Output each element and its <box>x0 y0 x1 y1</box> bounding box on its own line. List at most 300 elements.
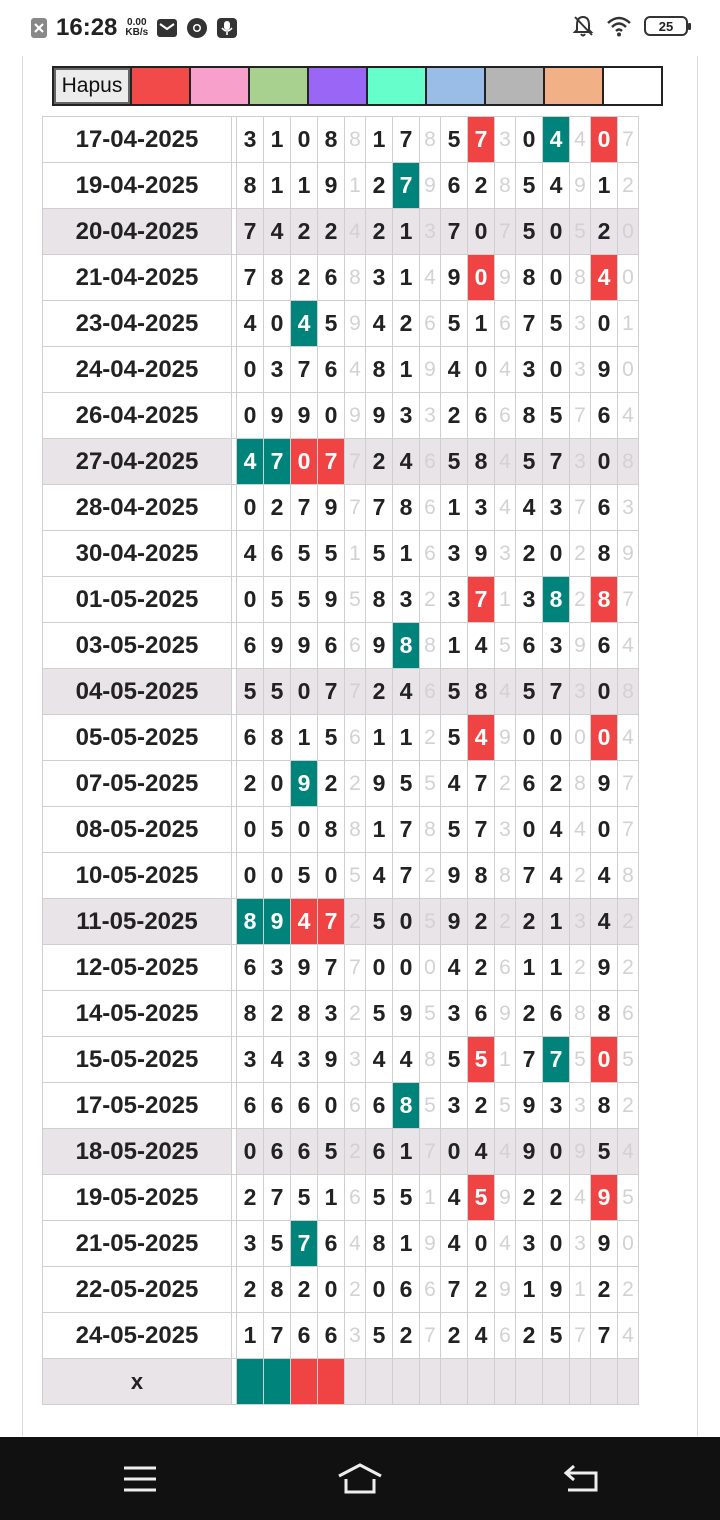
digit-cell[interactable]: 9 <box>570 1129 591 1175</box>
digit-cell[interactable]: 6 <box>591 393 618 439</box>
digit-cell[interactable]: 9 <box>345 301 366 347</box>
digit-cell[interactable]: 2 <box>345 1129 366 1175</box>
digit-cell[interactable]: 3 <box>264 945 291 991</box>
digit-cell[interactable]: 1 <box>543 945 570 991</box>
digit-cell[interactable]: 6 <box>441 163 468 209</box>
digit-cell[interactable]: 1 <box>441 623 468 669</box>
digit-cell[interactable]: 0 <box>618 1221 639 1267</box>
digit-cell[interactable]: 4 <box>237 301 264 347</box>
digit-cell[interactable]: 8 <box>237 991 264 1037</box>
digit-cell[interactable]: 4 <box>570 1175 591 1221</box>
digit-cell[interactable]: 2 <box>291 1267 318 1313</box>
footer-mark-cell[interactable] <box>543 1359 570 1405</box>
digit-cell[interactable]: 7 <box>318 945 345 991</box>
digit-cell[interactable]: 0 <box>543 347 570 393</box>
digit-cell[interactable]: 6 <box>495 945 516 991</box>
digit-cell[interactable]: 4 <box>345 347 366 393</box>
digit-cell[interactable]: 0 <box>591 117 618 163</box>
digit-cell[interactable]: 7 <box>468 577 495 623</box>
digit-cell[interactable]: 8 <box>495 163 516 209</box>
digit-cell[interactable]: 1 <box>618 301 639 347</box>
digit-cell[interactable]: 9 <box>393 991 420 1037</box>
digit-cell[interactable]: 0 <box>468 1221 495 1267</box>
digit-cell[interactable]: 7 <box>345 439 366 485</box>
digit-cell[interactable]: 3 <box>543 623 570 669</box>
digit-cell[interactable]: 2 <box>264 991 291 1037</box>
digit-cell[interactable]: 9 <box>570 163 591 209</box>
digit-cell[interactable]: 1 <box>495 1037 516 1083</box>
digit-cell[interactable]: 7 <box>441 1267 468 1313</box>
digit-cell[interactable]: 2 <box>516 1175 543 1221</box>
digit-cell[interactable]: 2 <box>468 1083 495 1129</box>
digit-cell[interactable]: 5 <box>618 1037 639 1083</box>
digit-cell[interactable]: 8 <box>366 577 393 623</box>
digit-cell[interactable]: 3 <box>441 531 468 577</box>
digit-cell[interactable]: 4 <box>495 439 516 485</box>
digit-cell[interactable]: 5 <box>516 163 543 209</box>
digit-cell[interactable]: 9 <box>264 899 291 945</box>
digit-cell[interactable]: 2 <box>366 669 393 715</box>
digit-cell[interactable]: 0 <box>237 1129 264 1175</box>
digit-cell[interactable]: 2 <box>420 715 441 761</box>
digit-cell[interactable]: 5 <box>420 899 441 945</box>
digit-cell[interactable]: 7 <box>264 1175 291 1221</box>
digit-cell[interactable]: 9 <box>441 255 468 301</box>
digit-cell[interactable]: 1 <box>393 1129 420 1175</box>
digit-cell[interactable]: 3 <box>618 485 639 531</box>
digit-cell[interactable]: 7 <box>570 393 591 439</box>
digit-cell[interactable]: 7 <box>543 669 570 715</box>
digit-cell[interactable]: 0 <box>237 807 264 853</box>
digit-cell[interactable]: 7 <box>264 439 291 485</box>
digit-cell[interactable]: 0 <box>591 301 618 347</box>
footer-mark-cell[interactable] <box>495 1359 516 1405</box>
digit-cell[interactable]: 9 <box>516 1083 543 1129</box>
digit-cell[interactable]: 5 <box>393 761 420 807</box>
digit-cell[interactable]: 6 <box>468 991 495 1037</box>
digit-cell[interactable]: 1 <box>441 485 468 531</box>
digit-cell[interactable]: 7 <box>393 117 420 163</box>
color-swatch[interactable] <box>425 68 484 104</box>
digit-cell[interactable]: 7 <box>618 807 639 853</box>
digit-cell[interactable]: 6 <box>237 1083 264 1129</box>
digit-cell[interactable]: 2 <box>516 531 543 577</box>
digit-cell[interactable]: 4 <box>393 1037 420 1083</box>
digit-cell[interactable]: 6 <box>495 1313 516 1359</box>
digit-cell[interactable]: 3 <box>516 347 543 393</box>
digit-cell[interactable]: 0 <box>618 255 639 301</box>
digit-cell[interactable]: 6 <box>318 623 345 669</box>
digit-cell[interactable]: 4 <box>264 1037 291 1083</box>
digit-cell[interactable]: 3 <box>441 1083 468 1129</box>
digit-cell[interactable]: 0 <box>291 669 318 715</box>
digit-cell[interactable]: 2 <box>591 1267 618 1313</box>
digit-cell[interactable]: 4 <box>345 1221 366 1267</box>
digit-cell[interactable]: 2 <box>318 209 345 255</box>
digit-cell[interactable]: 1 <box>516 945 543 991</box>
digit-cell[interactable]: 3 <box>495 117 516 163</box>
digit-cell[interactable]: 7 <box>291 347 318 393</box>
digit-cell[interactable]: 4 <box>441 1221 468 1267</box>
digit-cell[interactable]: 0 <box>516 117 543 163</box>
digit-cell[interactable]: 6 <box>591 485 618 531</box>
digit-cell[interactable]: 0 <box>543 715 570 761</box>
digit-cell[interactable]: 0 <box>591 669 618 715</box>
footer-mark-cell[interactable] <box>237 1359 264 1405</box>
digit-cell[interactable]: 0 <box>516 807 543 853</box>
digit-cell[interactable]: 8 <box>420 1037 441 1083</box>
digit-cell[interactable]: 7 <box>516 301 543 347</box>
digit-cell[interactable]: 6 <box>516 623 543 669</box>
digit-cell[interactable]: 3 <box>318 991 345 1037</box>
digit-cell[interactable]: 0 <box>366 1267 393 1313</box>
digit-cell[interactable]: 0 <box>291 807 318 853</box>
digit-cell[interactable]: 7 <box>468 761 495 807</box>
digit-cell[interactable]: 7 <box>264 1313 291 1359</box>
digit-cell[interactable]: 1 <box>264 163 291 209</box>
digit-cell[interactable]: 2 <box>441 393 468 439</box>
digit-cell[interactable]: 4 <box>291 301 318 347</box>
digit-cell[interactable]: 5 <box>318 1129 345 1175</box>
digit-cell[interactable]: 2 <box>618 163 639 209</box>
digit-cell[interactable]: 0 <box>366 945 393 991</box>
digit-cell[interactable]: 2 <box>393 301 420 347</box>
digit-cell[interactable]: 2 <box>516 899 543 945</box>
digit-cell[interactable]: 6 <box>264 531 291 577</box>
digit-cell[interactable]: 0 <box>237 853 264 899</box>
digit-cell[interactable]: 0 <box>570 715 591 761</box>
digit-cell[interactable]: 6 <box>543 991 570 1037</box>
digit-cell[interactable]: 8 <box>618 853 639 899</box>
back-button[interactable] <box>550 1459 610 1499</box>
digit-cell[interactable]: 0 <box>441 1129 468 1175</box>
digit-cell[interactable]: 7 <box>318 669 345 715</box>
digit-cell[interactable]: 7 <box>366 485 393 531</box>
digit-cell[interactable]: 1 <box>570 1267 591 1313</box>
digit-cell[interactable]: 5 <box>366 899 393 945</box>
digit-cell[interactable]: 5 <box>591 1129 618 1175</box>
digit-cell[interactable]: 5 <box>441 117 468 163</box>
digit-cell[interactable]: 9 <box>318 163 345 209</box>
digit-cell[interactable]: 8 <box>570 761 591 807</box>
digit-cell[interactable]: 1 <box>393 715 420 761</box>
digit-cell[interactable]: 5 <box>366 531 393 577</box>
digit-cell[interactable]: 0 <box>291 439 318 485</box>
digit-cell[interactable]: 5 <box>393 1175 420 1221</box>
digit-cell[interactable]: 2 <box>345 1267 366 1313</box>
digit-cell[interactable]: 1 <box>291 163 318 209</box>
digit-cell[interactable]: 0 <box>264 761 291 807</box>
clear-button[interactable]: Hapus <box>54 68 130 104</box>
digit-cell[interactable]: 8 <box>618 439 639 485</box>
digit-cell[interactable]: 0 <box>237 577 264 623</box>
digit-cell[interactable]: 8 <box>318 807 345 853</box>
digit-cell[interactable]: 4 <box>570 807 591 853</box>
digit-cell[interactable]: 2 <box>543 1175 570 1221</box>
digit-cell[interactable]: 7 <box>318 899 345 945</box>
digit-cell[interactable]: 2 <box>495 899 516 945</box>
digit-cell[interactable]: 3 <box>420 393 441 439</box>
footer-mark-cell[interactable] <box>591 1359 618 1405</box>
digit-cell[interactable]: 5 <box>441 1037 468 1083</box>
digit-cell[interactable]: 3 <box>516 577 543 623</box>
digit-cell[interactable]: 9 <box>591 761 618 807</box>
digit-cell[interactable]: 8 <box>468 669 495 715</box>
digit-cell[interactable]: 9 <box>420 347 441 393</box>
digit-cell[interactable]: 5 <box>318 531 345 577</box>
digit-cell[interactable]: 5 <box>264 807 291 853</box>
digit-cell[interactable]: 7 <box>543 439 570 485</box>
digit-cell[interactable]: 4 <box>441 1175 468 1221</box>
digit-cell[interactable]: 7 <box>543 1037 570 1083</box>
digit-cell[interactable]: 4 <box>543 807 570 853</box>
digit-cell[interactable]: 0 <box>318 1083 345 1129</box>
digit-cell[interactable]: 8 <box>468 853 495 899</box>
digit-cell[interactable]: 5 <box>420 761 441 807</box>
digit-cell[interactable]: 9 <box>495 715 516 761</box>
digit-cell[interactable]: 6 <box>420 301 441 347</box>
digit-cell[interactable]: 6 <box>318 347 345 393</box>
digit-cell[interactable]: 3 <box>237 1221 264 1267</box>
digit-cell[interactable]: 3 <box>366 255 393 301</box>
digit-cell[interactable]: 5 <box>543 301 570 347</box>
digit-cell[interactable]: 7 <box>468 807 495 853</box>
digit-cell[interactable]: 5 <box>366 1175 393 1221</box>
digit-cell[interactable]: 7 <box>291 1221 318 1267</box>
digit-cell[interactable]: 1 <box>393 1221 420 1267</box>
digit-cell[interactable]: 1 <box>393 255 420 301</box>
digit-cell[interactable]: 5 <box>516 669 543 715</box>
footer-mark-cell[interactable] <box>345 1359 366 1405</box>
digit-cell[interactable]: 9 <box>495 1267 516 1313</box>
digit-cell[interactable]: 1 <box>345 531 366 577</box>
digit-cell[interactable]: 9 <box>264 393 291 439</box>
digit-cell[interactable]: 4 <box>495 485 516 531</box>
digit-cell[interactable]: 7 <box>618 577 639 623</box>
footer-mark-cell[interactable] <box>468 1359 495 1405</box>
digit-cell[interactable]: 9 <box>591 1175 618 1221</box>
digit-cell[interactable]: 2 <box>420 577 441 623</box>
footer-mark-cell[interactable] <box>516 1359 543 1405</box>
digit-cell[interactable]: 6 <box>495 393 516 439</box>
digit-cell[interactable]: 4 <box>393 669 420 715</box>
digit-cell[interactable]: 0 <box>591 439 618 485</box>
digit-cell[interactable]: 6 <box>393 1267 420 1313</box>
digit-cell[interactable]: 5 <box>264 577 291 623</box>
digit-cell[interactable]: 6 <box>318 1221 345 1267</box>
digit-cell[interactable]: 2 <box>237 761 264 807</box>
digit-cell[interactable]: 7 <box>345 485 366 531</box>
digit-cell[interactable]: 5 <box>237 669 264 715</box>
digit-cell[interactable]: 9 <box>366 393 393 439</box>
digit-cell[interactable]: 1 <box>366 807 393 853</box>
digit-cell[interactable]: 7 <box>591 1313 618 1359</box>
digit-cell[interactable]: 4 <box>516 485 543 531</box>
digit-cell[interactable]: 2 <box>366 439 393 485</box>
digit-cell[interactable]: 7 <box>291 485 318 531</box>
digit-cell[interactable]: 8 <box>468 439 495 485</box>
digit-cell[interactable]: 8 <box>420 117 441 163</box>
footer-mark-cell[interactable] <box>420 1359 441 1405</box>
digit-cell[interactable]: 3 <box>393 393 420 439</box>
digit-cell[interactable]: 3 <box>570 439 591 485</box>
digit-cell[interactable]: 3 <box>420 209 441 255</box>
digit-cell[interactable]: 3 <box>345 1037 366 1083</box>
digit-cell[interactable]: 7 <box>345 945 366 991</box>
digit-cell[interactable]: 4 <box>237 531 264 577</box>
digit-cell[interactable]: 8 <box>393 1083 420 1129</box>
digit-cell[interactable]: 4 <box>495 1221 516 1267</box>
digit-cell[interactable]: 9 <box>291 393 318 439</box>
digit-cell[interactable]: 7 <box>468 117 495 163</box>
digit-cell[interactable]: 7 <box>420 1313 441 1359</box>
digit-cell[interactable]: 4 <box>237 439 264 485</box>
digit-cell[interactable]: 6 <box>237 715 264 761</box>
digit-cell[interactable]: 0 <box>591 1037 618 1083</box>
digit-cell[interactable]: 6 <box>318 1313 345 1359</box>
digit-cell[interactable]: 3 <box>543 485 570 531</box>
digit-cell[interactable]: 4 <box>468 623 495 669</box>
digit-cell[interactable]: 4 <box>468 1129 495 1175</box>
digit-cell[interactable]: 8 <box>495 853 516 899</box>
digit-cell[interactable]: 3 <box>516 1221 543 1267</box>
digit-cell[interactable]: 9 <box>318 577 345 623</box>
digit-cell[interactable]: 5 <box>618 1175 639 1221</box>
digit-cell[interactable]: 7 <box>441 209 468 255</box>
digit-cell[interactable]: 6 <box>468 393 495 439</box>
digit-cell[interactable]: 0 <box>393 899 420 945</box>
digit-cell[interactable]: 1 <box>393 347 420 393</box>
digit-cell[interactable]: 6 <box>237 623 264 669</box>
digit-cell[interactable]: 1 <box>393 531 420 577</box>
digit-cell[interactable]: 3 <box>543 1083 570 1129</box>
digit-cell[interactable]: 3 <box>570 347 591 393</box>
digit-cell[interactable]: 2 <box>441 1313 468 1359</box>
digit-cell[interactable]: 5 <box>264 669 291 715</box>
digit-cell[interactable]: 9 <box>570 623 591 669</box>
digit-cell[interactable]: 3 <box>345 1313 366 1359</box>
digit-cell[interactable]: 6 <box>264 1129 291 1175</box>
digit-cell[interactable]: 6 <box>291 1129 318 1175</box>
digit-cell[interactable]: 2 <box>264 485 291 531</box>
digit-cell[interactable]: 5 <box>291 531 318 577</box>
digit-cell[interactable]: 0 <box>543 1129 570 1175</box>
digit-cell[interactable]: 7 <box>237 209 264 255</box>
digit-cell[interactable]: 4 <box>618 1313 639 1359</box>
digit-cell[interactable]: 2 <box>468 163 495 209</box>
digit-cell[interactable]: 2 <box>570 531 591 577</box>
digit-cell[interactable]: 5 <box>345 853 366 899</box>
digit-cell[interactable]: 2 <box>468 899 495 945</box>
digit-cell[interactable]: 5 <box>468 1175 495 1221</box>
digit-cell[interactable]: 6 <box>420 439 441 485</box>
digit-cell[interactable]: 4 <box>591 853 618 899</box>
digit-cell[interactable]: 5 <box>570 1037 591 1083</box>
digit-cell[interactable]: 9 <box>264 623 291 669</box>
digit-cell[interactable]: 6 <box>345 715 366 761</box>
color-swatch[interactable] <box>366 68 425 104</box>
digit-cell[interactable]: 5 <box>291 853 318 899</box>
digit-cell[interactable]: 9 <box>516 1129 543 1175</box>
digit-cell[interactable]: 4 <box>591 255 618 301</box>
digit-cell[interactable]: 4 <box>495 347 516 393</box>
digit-cell[interactable]: 6 <box>366 1129 393 1175</box>
digit-cell[interactable]: 0 <box>543 531 570 577</box>
digit-cell[interactable]: 2 <box>318 761 345 807</box>
digit-cell[interactable]: 0 <box>591 807 618 853</box>
color-swatch[interactable] <box>189 68 248 104</box>
digit-cell[interactable]: 0 <box>468 347 495 393</box>
digit-cell[interactable]: 5 <box>291 577 318 623</box>
digit-cell[interactable]: 6 <box>366 1083 393 1129</box>
digit-cell[interactable]: 9 <box>420 1221 441 1267</box>
digit-cell[interactable]: 2 <box>345 899 366 945</box>
digit-cell[interactable]: 5 <box>318 715 345 761</box>
digit-cell[interactable]: 1 <box>420 1175 441 1221</box>
digit-cell[interactable]: 3 <box>237 1037 264 1083</box>
footer-mark-cell[interactable] <box>318 1359 345 1405</box>
digit-cell[interactable]: 5 <box>468 1037 495 1083</box>
digit-cell[interactable]: 8 <box>264 715 291 761</box>
digit-cell[interactable]: 2 <box>570 853 591 899</box>
digit-cell[interactable]: 0 <box>543 255 570 301</box>
digit-cell[interactable]: 5 <box>291 1175 318 1221</box>
digit-cell[interactable]: 0 <box>591 715 618 761</box>
digit-cell[interactable]: 0 <box>468 209 495 255</box>
digit-cell[interactable]: 0 <box>318 393 345 439</box>
digit-cell[interactable]: 4 <box>618 1129 639 1175</box>
digit-cell[interactable]: 6 <box>591 623 618 669</box>
color-swatch[interactable] <box>307 68 366 104</box>
digit-cell[interactable]: 0 <box>420 945 441 991</box>
digit-cell[interactable]: 9 <box>591 1221 618 1267</box>
digit-cell[interactable]: 4 <box>468 1313 495 1359</box>
digit-cell[interactable]: 8 <box>591 991 618 1037</box>
digit-cell[interactable]: 9 <box>441 853 468 899</box>
digit-cell[interactable]: 4 <box>420 255 441 301</box>
digit-cell[interactable]: 1 <box>543 899 570 945</box>
digit-cell[interactable]: 7 <box>318 439 345 485</box>
digit-cell[interactable]: 8 <box>264 255 291 301</box>
digit-cell[interactable]: 3 <box>441 991 468 1037</box>
digit-cell[interactable]: 8 <box>366 1221 393 1267</box>
digit-cell[interactable]: 7 <box>393 807 420 853</box>
footer-mark-cell[interactable] <box>441 1359 468 1405</box>
digit-cell[interactable]: 8 <box>237 899 264 945</box>
digit-cell[interactable]: 2 <box>570 945 591 991</box>
digit-cell[interactable]: 5 <box>366 1313 393 1359</box>
digit-cell[interactable]: 8 <box>516 255 543 301</box>
digit-cell[interactable]: 1 <box>366 715 393 761</box>
color-swatch[interactable] <box>130 68 189 104</box>
digit-cell[interactable]: 0 <box>318 1267 345 1313</box>
digit-cell[interactable]: 6 <box>618 991 639 1037</box>
footer-mark-cell[interactable] <box>366 1359 393 1405</box>
digit-cell[interactable]: 4 <box>366 1037 393 1083</box>
digit-cell[interactable]: 1 <box>591 163 618 209</box>
digit-cell[interactable]: 7 <box>345 669 366 715</box>
digit-cell[interactable]: 2 <box>516 1313 543 1359</box>
digit-cell[interactable]: 6 <box>420 485 441 531</box>
digit-cell[interactable]: 0 <box>318 853 345 899</box>
digit-cell[interactable]: 3 <box>495 807 516 853</box>
digit-cell[interactable]: 8 <box>393 623 420 669</box>
digit-cell[interactable]: 7 <box>618 761 639 807</box>
digit-cell[interactable]: 2 <box>345 991 366 1037</box>
color-swatch[interactable] <box>248 68 307 104</box>
digit-cell[interactable]: 2 <box>291 255 318 301</box>
digit-cell[interactable]: 5 <box>570 209 591 255</box>
